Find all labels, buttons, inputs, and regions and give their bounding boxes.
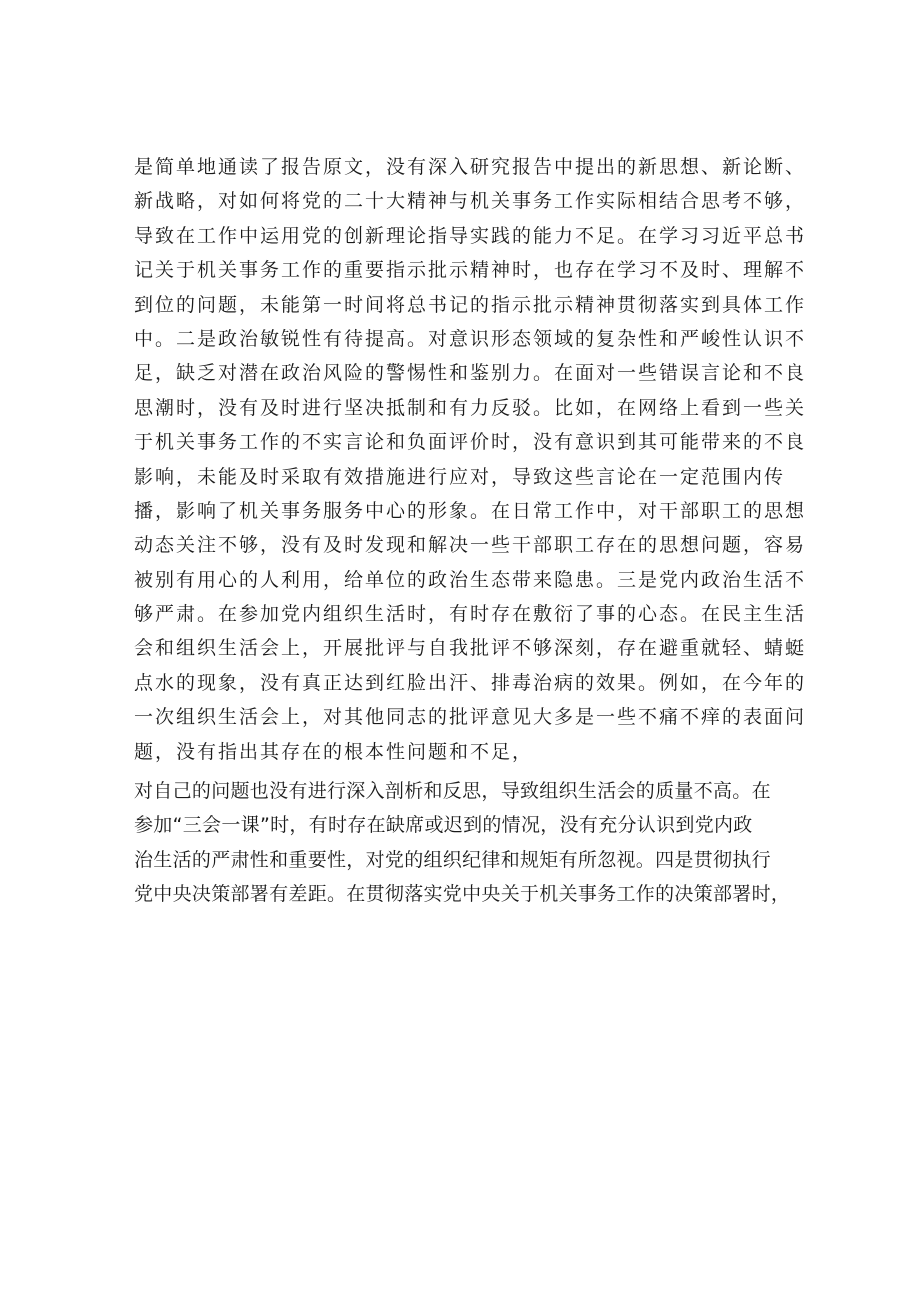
text-line: 党中央决策部署有差距。在贯彻落实党中央关于机关事务工作的决策部署时， [134,883,791,906]
text-line: 于机关事务工作的不实言论和负面评价时，没有意识到其可能带来的不良 [134,431,807,454]
text-line: 被别有用心的人利用，给单位的政治生态带来隐患。三是党内政治生活不 [134,568,807,591]
text-line: 动态关注不够，没有及时发现和解决一些干部职工存在的思想问题，容易 [134,534,807,557]
body-text [134,150,807,912]
text-line: 中。二是政治敏锐性有待提高。对意识形态领域的复杂性和严峻性认识不 [134,327,807,350]
text-line: 对自己的问题也没有进行深入剖析和反思，导致组织生活会的质量不高。在 [134,780,771,803]
text-line: 治生活的严肃性和重要性，对党的组织纪律和规矩有所忽视。四是贯彻执行 [134,848,771,871]
text-line: 足，缺乏对潜在政治风险的警惕性和鉴别力。在面对一些错误言论和不良 [134,362,807,385]
text-line: 一次组织生活会上，对其他同志的批评意见大多是一些不痛不痒的表面问 [134,706,807,729]
text-line: 导致在工作中运用党的创新理论指导实践的能力不足。在学习习近平总书 [134,224,807,247]
text-line: 思潮时，没有及时进行坚决抵制和有力反驳。比如，在网络上看到一些关 [134,396,807,419]
text-line: 会和组织生活会上，开展批评与自我批评不够深刻，存在避重就轻、蜻蜓 [134,637,807,660]
text-line: 记关于机关事务工作的重要指示批示精神时，也存在学习不及时、理解不 [134,259,807,282]
text-line: 影响，未能及时采取有效措施进行应对，导致这些言论在一定范围内传 [134,465,786,488]
text-line: 播，影响了机关事务服务中心的形象。在日常工作中，对干部职工的思想 [134,499,807,522]
text-line: 够严肃。在参加党内组织生活时，有时存在敷衍了事的心态。在民主生活 [134,603,807,626]
text-line: 参加“三会一课”时，有时存在缺席或迟到的情况，没有充分认识到党内政 [134,814,753,837]
text-line: 到位的问题，未能第一时间将总书记的指示批示精神贯彻落实到具体工作 [134,293,807,316]
text-line: 是简单地通读了报告原文，没有深入研究报告中提出的新思想、新论断、 [134,156,807,178]
text-line: 题，没有指出其存在的根本性问题和不足， [134,740,534,763]
text-line: 点水的现象，没有真正达到红脸出汗、排毒治病的效果。例如，在今年的 [134,671,807,694]
text-line: 新战略，对如何将党的二十大精神与机关事务工作实际相结合思考不够， [134,190,807,213]
